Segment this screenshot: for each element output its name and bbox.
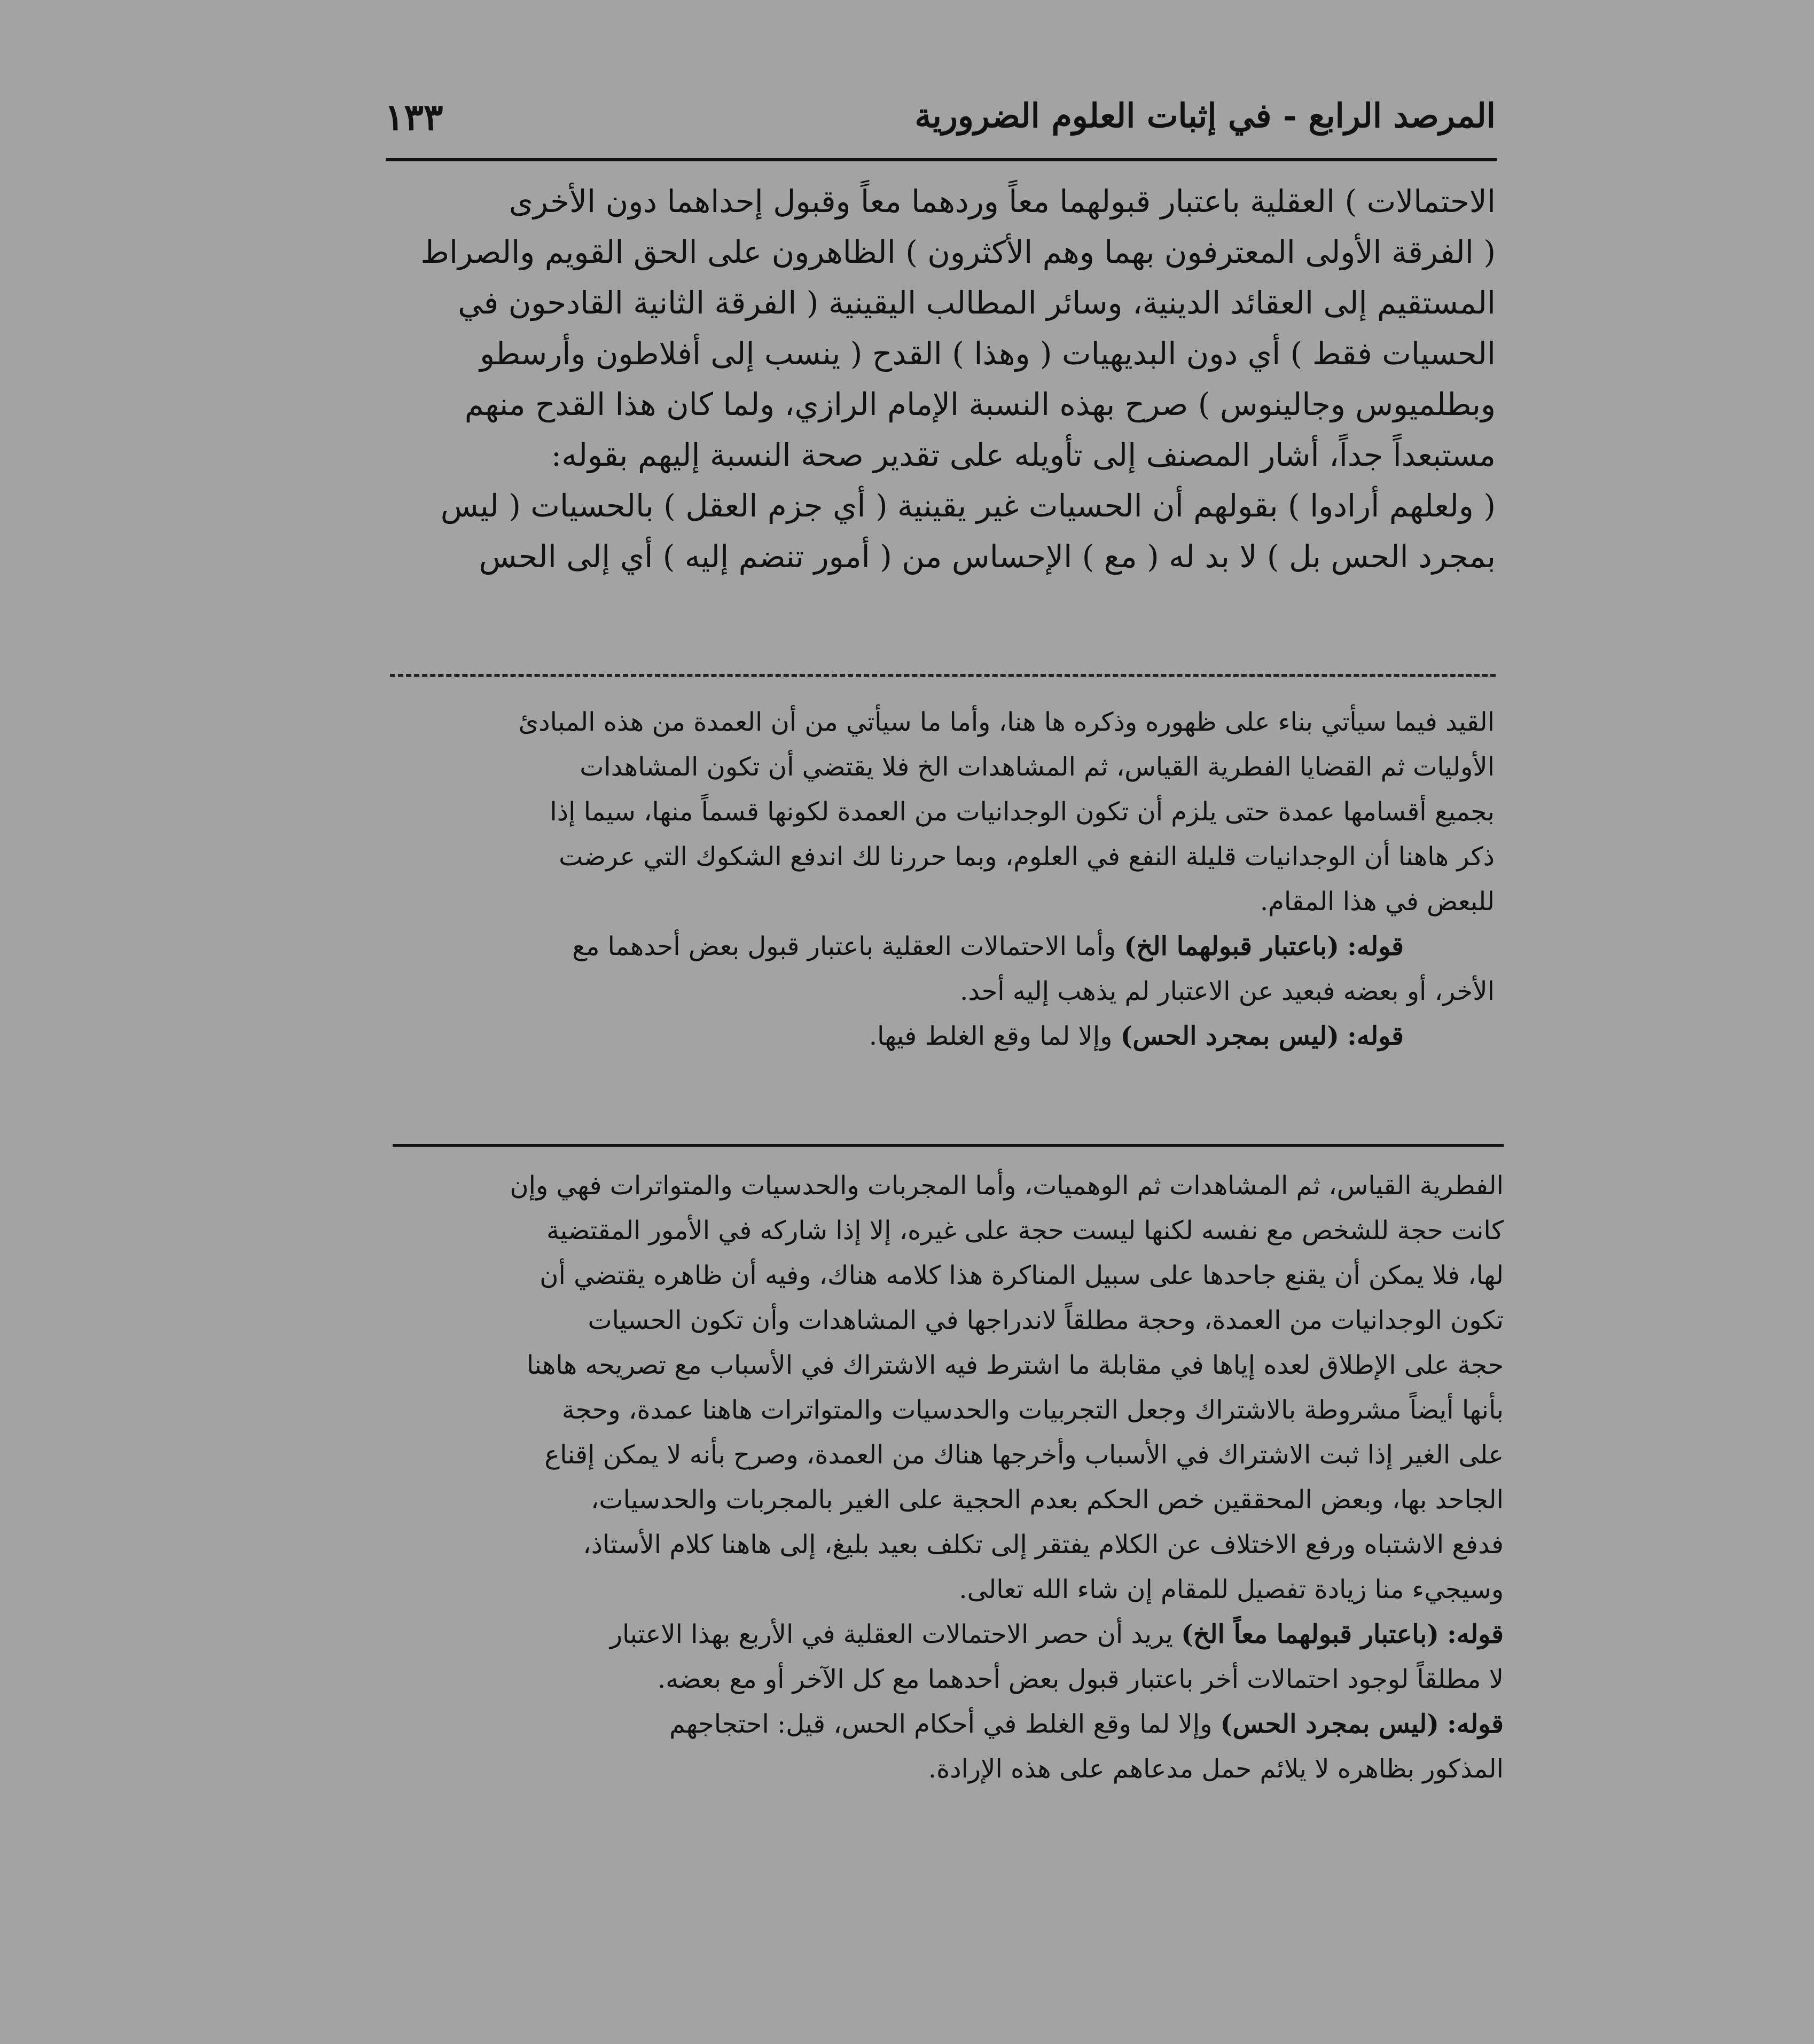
footnote-line: الفطرية القياس، ثم المشاهدات ثم الوهميات، وأما المجربات والحدسيات والمتواترات فهي وإن (510, 1171, 1504, 1201)
footnote-line: على الغير إذا ثبت الاشتراك في الأسباب وأخرجها هناك من العمدة، وصرح بأنه لا يمكن إقناع (544, 1440, 1504, 1470)
commentary-text: وأما الاحتمالات العقلية باعتبار قبول بعض أحدهما مع (572, 931, 1116, 961)
qawl-label: قوله: (1447, 1709, 1504, 1739)
commentary-entry (393, 1612, 1504, 1657)
dashed-separator (390, 674, 1496, 677)
quoted-lemma: (باعتبار قبولهما معاً الخ) (1181, 1619, 1439, 1649)
footnote-line: لا مطلقاً لوجود احتمالات أخر باعتبار قبول بعض أحدهما مع كل الآخر أو مع بعضه. (658, 1664, 1504, 1694)
commentary-text: وإلا لما وقع الغلط في أحكام الحس، قيل: احتجاجهم (669, 1709, 1213, 1739)
main-line: المستقيم إلى العقائد الدينية، وسائر المطالب اليقينية ( الفرقة الثانية القادحون في (458, 285, 1496, 321)
qawl-label: قوله: (1447, 1619, 1504, 1649)
main-line: بمجرد الحس بل ) لا بد له ( مع ) الإحساس من ( أمور تنضم إليه ) أي إلى الحس (479, 538, 1496, 575)
commentary-entry (389, 924, 1495, 969)
commentary-entry (389, 1014, 1495, 1059)
footnote-line: بجميع أقسامها عمدة حتى يلزم أن تكون الوجدانيات من العمدة لكونها قسماً منها، سيما إذا (550, 797, 1495, 827)
footnote-line: تكون الوجدانيات من العمدة، وحجة مطلقاً لاندراجها في المشاهدات وأن تكون الحسيات (588, 1305, 1504, 1335)
header-rule (386, 158, 1497, 161)
footnote-block-2 (393, 1163, 1504, 1791)
main-line: ( الفرقة الأولى المعترفون بهما وهم الأكثرون ) الظاهرون على الحق القويم والصراط (420, 234, 1496, 270)
commentary-entry (393, 1702, 1504, 1747)
commentary-text: يريد أن حصر الاحتمالات العقلية في الأربع بهذا الاعتبار (609, 1619, 1173, 1649)
quoted-lemma: (باعتبار قبولهما الخ) (1124, 931, 1339, 961)
footnote-line: كانت حجة للشخص مع نفسه لكنها ليست حجة على غيره، إلا إذا شاركه في الأمور المقتضية (546, 1216, 1504, 1246)
footnote-line: حجة على الإطلاق لعده إياها في مقابلة ما اشترط فيه الاشتراك في الأسباب مع تصريحه هاهنا (526, 1350, 1504, 1380)
footnote-line: وسيجيء منا زيادة تفصيل للمقام إن شاء الله تعالى. (959, 1575, 1504, 1604)
footnote-line: للبعض في هذا المقام. (1260, 887, 1495, 917)
main-text (385, 176, 1496, 582)
footnote-line: الأوليات ثم القضايا الفطرية القياس، ثم المشاهدات الخ فلا يقتضي أن تكون المشاهدات (580, 752, 1495, 782)
footnote-line: ذكر هاهنا أن الوجدانيات قليلة النفع في العلوم، وبما حررنا لك اندفع الشكوك التي عرضت (559, 842, 1495, 872)
footnote-line: المذكور بظاهره لا يلائم حمل مدعاهم على هذه الإرادة. (928, 1754, 1504, 1784)
main-line: الاحتمالات ) العقلية باعتبار قبولهما معاً وردهما معاً وقبول إحداهما دون الأخرى (509, 183, 1496, 220)
main-line: الحسيات فقط ) أي دون البديهيات ( وهذا ) القدح ( ينسب إلى أفلاطون وأرسطو (480, 335, 1496, 372)
footnote-line: فدفع الاشتباه ورفع الاختلاف عن الكلام يفتقر إلى تكلف بعيد بليغ، إلى هاهنا كلام الأستاذ، (583, 1530, 1504, 1560)
footnote-line: الجاحد بها، وبعض المحققين خص الحكم بعدم الحجية على الغير بالمجربات والحدسيات، (590, 1485, 1504, 1515)
footnote-line: الأخر، أو بعضه فبعيد عن الاعتبار لم يذهب إليه أحد. (960, 976, 1495, 1006)
qawl-label: قوله: (1347, 931, 1404, 961)
commentary-text: وإلا لما وقع الغلط فيها. (869, 1021, 1113, 1051)
footnote-separator (393, 1144, 1504, 1147)
quoted-lemma: (ليس بمجرد الحس) (1220, 1709, 1439, 1739)
main-line: وبطلميوس وجالينوس ) صرح بهذه النسبة الإمام الرازي، ولما كان هذا القدح منهم (464, 386, 1496, 422)
footnote-line: القيد فيما سيأتي بناء على ظهوره وذكره ها هنا، وأما ما سيأتي من أن العمدة من هذه المبادئ (518, 707, 1495, 737)
qawl-label: قوله: (1347, 1021, 1404, 1051)
quoted-lemma: (ليس بمجرد الحس) (1120, 1021, 1339, 1051)
footnote-line: بأنها أيضاً مشروطة بالاشتراك وجعل التجربيات والحدسيات والمتواترات هاهنا عمدة، وحجة (562, 1395, 1504, 1425)
page-number: ١٣٣ (385, 96, 443, 139)
main-line: مستبعداً جداً، أشار المصنف إلى تأويله على تقدير صحة النسبة إليهم بقوله: (551, 437, 1496, 473)
footnote-block-1 (389, 700, 1495, 1059)
page-header (385, 91, 1496, 155)
main-line: ( ولعلهم أرادوا ) بقولهم أن الحسيات غير يقينية ( أي جزم العقل ) بالحسيات ( ليس (440, 488, 1496, 524)
running-title: المرصد الرابع - في إثبات العلوم الضرورية (914, 96, 1496, 135)
footnote-line: لها، فلا يمكن أن يقنع جاحدها على سبيل المناكرة هذا كلامه هناك، وفيه أن ظاهره يقتضي أن (539, 1260, 1504, 1290)
